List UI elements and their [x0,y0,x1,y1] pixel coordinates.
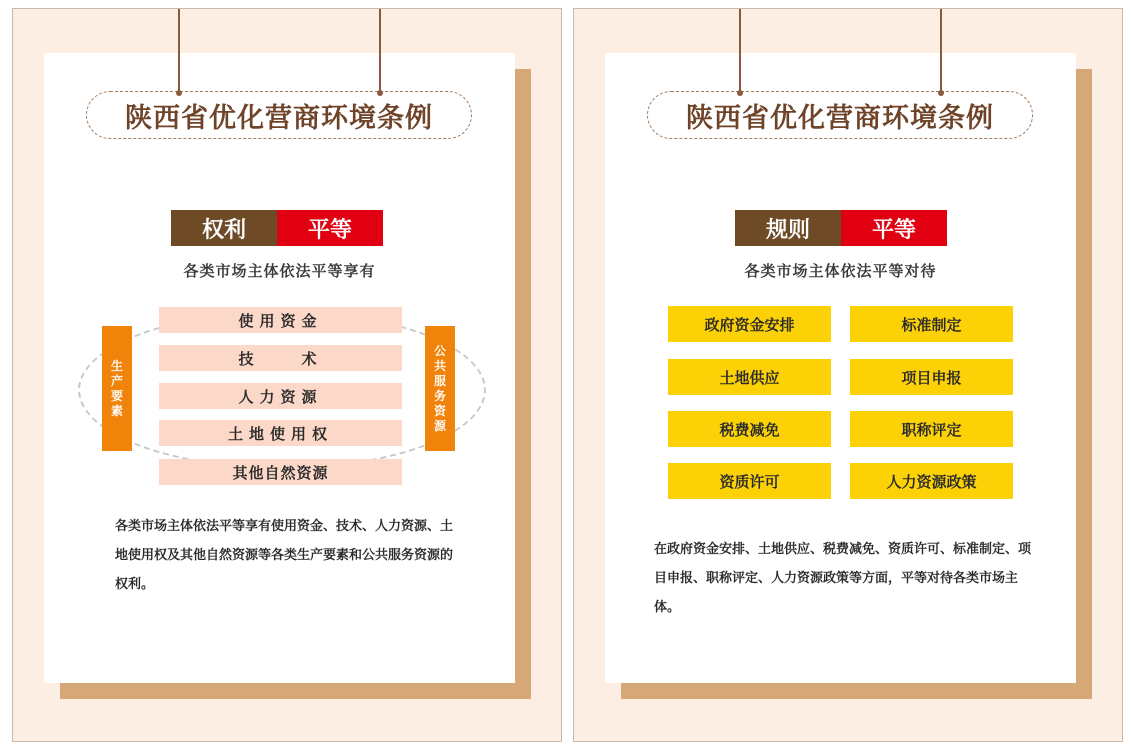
rule-item: 职称评定 [850,411,1013,447]
rule-item: 项目申报 [850,359,1013,395]
rule-item: 税费减免 [668,411,831,447]
resource-item: 使用资金 [159,307,402,333]
rights-card [44,53,515,683]
card-title: 陕西省优化营商环境条例 [125,102,433,134]
card-subtitle: 各类市场主体依法平等享有 [183,262,376,280]
body-paragraph: 各类市场主体依法平等享有使用资金、技术、人力资源、土地使用权及其他自然资源等各类生产要素和公共服务资源的权利。 [115,519,454,592]
resource-item: 人力资源 [159,383,402,409]
tag-rights: 权利 [171,210,277,246]
right-panel [573,8,1123,742]
card-title-frame [647,91,1033,139]
rule-item: 资质许可 [668,463,831,499]
body-paragraph: 在政府资金安排、土地供应、税费减免、资质许可、标准制定、项目申报、职称评定、人力资源政策等方面，平等对待各类市场主体。 [654,542,1032,615]
hanging-string [940,9,942,93]
topic-tag [171,210,383,246]
tag-rules: 规则 [735,210,841,246]
resource-item: 土地使用权 [159,420,402,446]
left-panel [12,8,562,742]
rule-item: 土地供应 [668,359,831,395]
side-label-public-services: 公共服务资源 [425,326,455,451]
tag-equality: 平等 [841,210,947,246]
card-title: 陕西省优化营商环境条例 [686,102,994,134]
rule-item: 标准制定 [850,306,1013,342]
hanging-string [739,9,741,93]
tag-equality: 平等 [277,210,383,246]
rule-item: 政府资金安排 [668,306,831,342]
rules-card [605,53,1076,683]
resource-item: 其他自然资源 [159,459,402,485]
card-subtitle: 各类市场主体依法平等对待 [744,262,937,280]
hanging-string [379,9,381,93]
card-title-frame [86,91,472,139]
topic-tag [735,210,947,246]
rule-item: 人力资源政策 [850,463,1013,499]
resource-item: 技 术 [159,345,402,371]
hanging-string [178,9,180,93]
side-label-production-factors: 生产要素 [102,326,132,451]
